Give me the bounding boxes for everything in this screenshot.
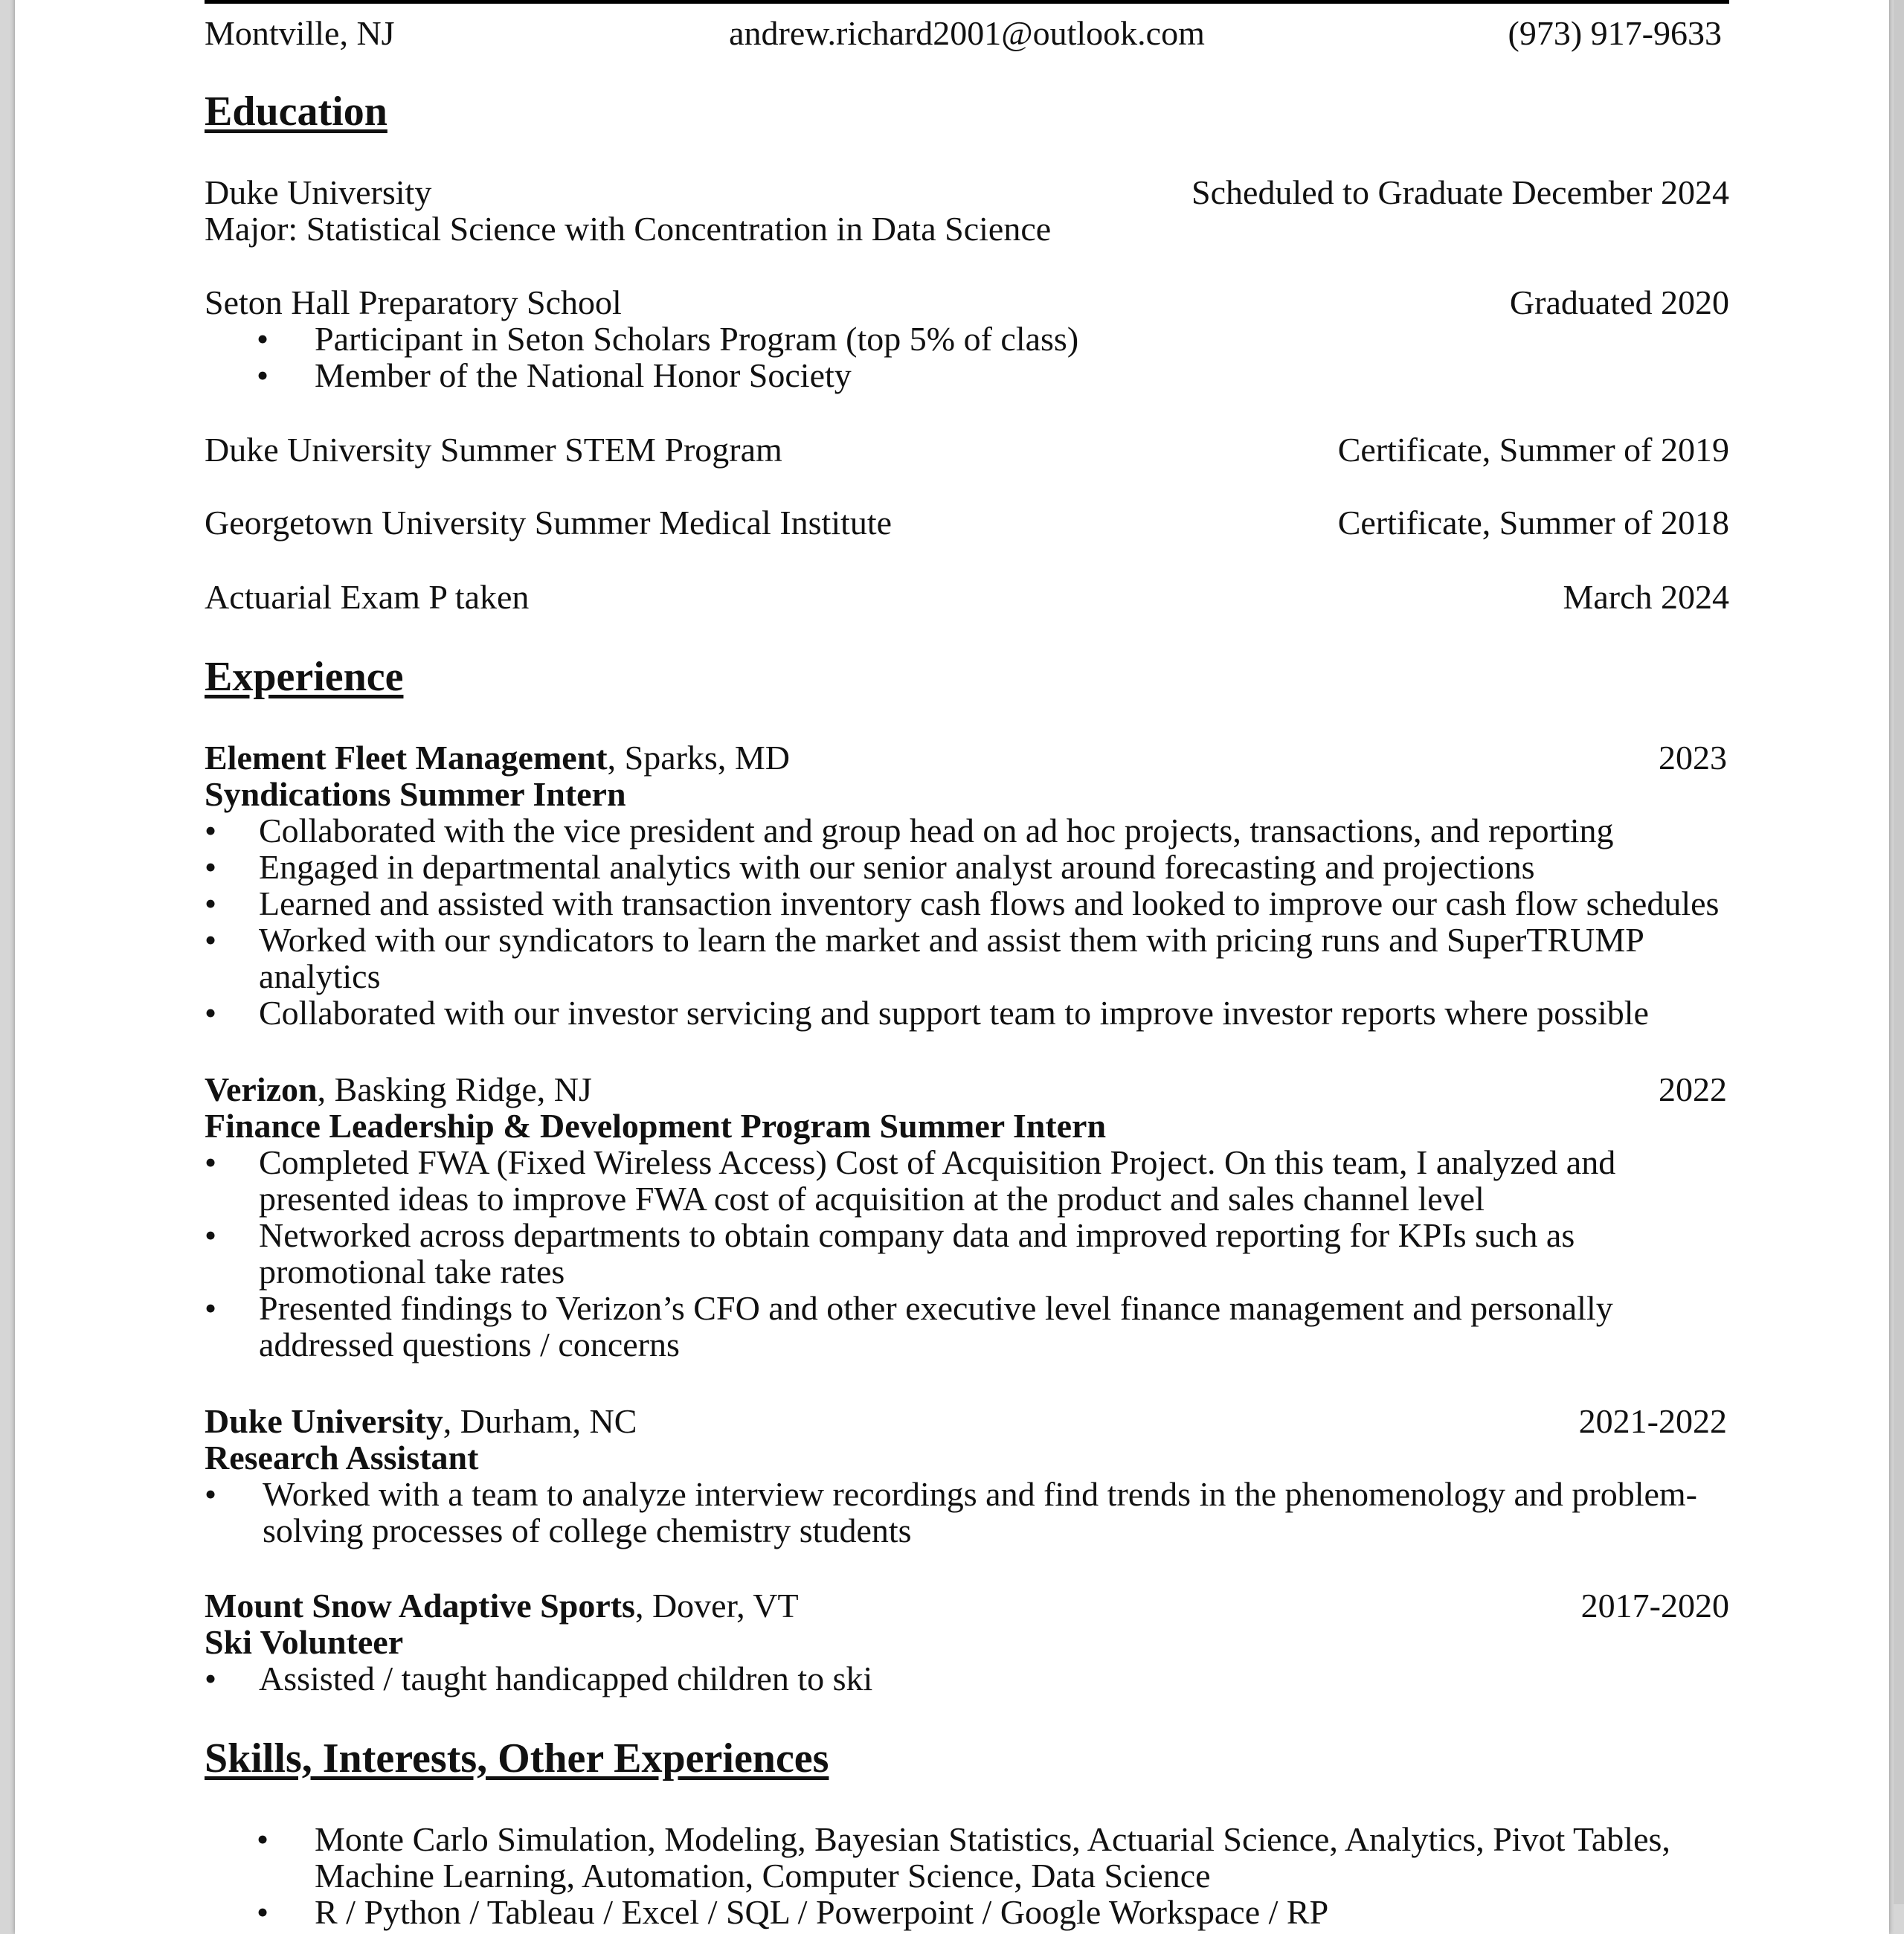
edu-bullet-text: Member of the National Honor Society [315, 356, 852, 394]
education-heading: Education [205, 89, 387, 135]
job-bullet [205, 995, 1784, 1032]
edu-name: Georgetown University Summer Medical Institute [205, 504, 892, 542]
job-date: 2022 [1659, 1070, 1727, 1108]
job-bullet-text: Collaborated with the vice president and group head on ad hoc projects, transactions, and reporting [259, 812, 1614, 849]
skills-bullet [205, 1821, 1839, 1858]
scrollbar[interactable] [1894, 0, 1904, 1904]
bullet-icon: • [257, 1893, 269, 1931]
contact-line [205, 15, 1729, 52]
edu-stem-row [205, 431, 1729, 469]
job-bullet [205, 1144, 1784, 1181]
job-bullet [205, 922, 1784, 959]
job-bullet [205, 812, 1784, 849]
job-bullet-cont: presented ideas to improve FWA cost of acquisition at the product and sales channel level [259, 1180, 1485, 1218]
job-bullet-text: Collaborated with our investor servicing and support team to improve investor reports where possible [259, 994, 1649, 1032]
job-bullet-cont: promotional take rates [259, 1253, 565, 1291]
job-header [205, 1403, 1729, 1440]
edu-date: Certificate, Summer of 2018 [1337, 504, 1729, 542]
contact-location: Montville, NJ [205, 14, 395, 52]
edu-date: Graduated 2020 [1509, 283, 1729, 321]
job-bullet-cont: addressed questions / concerns [259, 1326, 680, 1363]
job-bullet-text: Assisted / taught handicapped children to ski [259, 1660, 873, 1697]
contact-phone[interactable]: (973) 917-9633 [1508, 14, 1722, 52]
bullet-icon: • [205, 1216, 217, 1254]
job-bullet-text: Learned and assisted with transaction inventory cash flows and looked to improve our cash flow schedules [259, 884, 1720, 922]
skills-heading: Skills, Interests, Other Experiences [205, 1735, 829, 1782]
job-bullet-text: Presented findings to Verizon’s CFO and other executive level finance management and personally [259, 1289, 1613, 1327]
job-bullet [205, 1217, 1784, 1254]
edu-bullet-text: Participant in Seton Scholars Program (top 5% of class) [315, 320, 1079, 358]
job-org: Element Fleet Management [205, 739, 608, 777]
job-place: , Durham, NC [443, 1402, 637, 1440]
bullet-icon: • [205, 1660, 217, 1697]
bullet-icon: • [205, 921, 217, 959]
edu-seton-row [205, 284, 1729, 321]
edu-bullet [205, 321, 1839, 358]
job-bullet-text: Completed FWA (Fixed Wireless Access) Cost of Acquisition Project. On this team, I analyzed and [259, 1143, 1616, 1181]
bullet-icon: • [205, 812, 217, 849]
job-org: Duke University [205, 1402, 443, 1440]
job-bullet-cont: solving processes of college chemistry students [263, 1511, 912, 1549]
job-title: Syndications Summer Intern [205, 775, 626, 813]
job-bullet [205, 1660, 1784, 1697]
header-rule [205, 0, 1729, 4]
job-header [205, 1587, 1729, 1625]
job-title: Finance Leadership & Development Program Summer Intern [205, 1107, 1107, 1145]
edu-name: Seton Hall Preparatory School [205, 283, 622, 321]
bullet-icon: • [257, 356, 269, 394]
job-bullet [205, 885, 1784, 922]
job-bullet-text: Worked with our syndicators to learn the market and assist them with pricing runs and SuperTRUMP [259, 921, 1644, 959]
skills-bullet-text: Monte Carlo Simulation, Modeling, Bayesian Statistics, Actuarial Science, Analytics, Pivot Tables, [315, 1820, 1670, 1858]
edu-name: Actuarial Exam P taken [205, 578, 530, 616]
job-place: , Sparks, MD [607, 739, 790, 777]
skills-bullet-text: R / Python / Tableau / Excel / SQL / Powerpoint / Google Workspace / RP [315, 1893, 1329, 1931]
job-date: 2023 [1659, 739, 1727, 777]
edu-actuarial-row [205, 579, 1729, 616]
resume-page [15, 0, 1889, 1934]
job-org: Mount Snow Adaptive Sports [205, 1587, 635, 1625]
edu-georgetown-row [205, 504, 1729, 542]
edu-name: Duke University Summer STEM Program [205, 431, 782, 469]
bullet-icon: • [205, 848, 217, 886]
bullet-icon: • [205, 994, 217, 1032]
edu-date: Scheduled to Graduate December 2024 [1191, 173, 1729, 211]
job-place: , Dover, VT [634, 1587, 799, 1625]
edu-bullet [205, 357, 1839, 394]
edu-date: March 2024 [1563, 578, 1729, 616]
job-place: , Basking Ridge, NJ [317, 1070, 592, 1108]
job-date: 2017-2020 [1580, 1587, 1729, 1625]
job-date: 2021-2022 [1578, 1402, 1727, 1440]
bullet-icon: • [257, 1820, 269, 1858]
experience-heading: Experience [205, 654, 404, 700]
job-title: Ski Volunteer [205, 1623, 404, 1661]
bullet-icon: • [205, 884, 217, 922]
job-org: Verizon [205, 1070, 318, 1108]
job-bullet-cont: analytics [259, 957, 381, 995]
bullet-icon: • [205, 1475, 217, 1513]
skills-bullet-cont: Machine Learning, Automation, Computer Science, Data Science [315, 1857, 1211, 1895]
job-bullet [205, 1290, 1784, 1327]
edu-date: Certificate, Summer of 2019 [1337, 431, 1729, 469]
job-bullet [205, 849, 1784, 886]
job-bullet-text: Engaged in departmental analytics with our senior analyst around forecasting and projections [259, 848, 1535, 886]
job-header [205, 739, 1729, 777]
edu-major: Major: Statistical Science with Concentration in Data Science [205, 210, 1052, 248]
skills-bullet [205, 1894, 1839, 1931]
job-bullet [205, 1476, 1787, 1513]
job-bullet-text: Worked with a team to analyze interview recordings and find trends in the phenomenology and problem- [263, 1475, 1697, 1513]
bullet-icon: • [205, 1143, 217, 1181]
bullet-icon: • [257, 320, 269, 358]
job-title: Research Assistant [205, 1439, 479, 1477]
edu-name: Duke University [205, 173, 432, 211]
job-bullet-text: Networked across departments to obtain company data and improved reporting for KPIs such as [259, 1216, 1575, 1254]
contact-email[interactable]: andrew.richard2001@outlook.com [729, 14, 1205, 52]
job-header [205, 1071, 1729, 1108]
bullet-icon: • [205, 1289, 217, 1327]
edu-duke-row [205, 174, 1729, 211]
